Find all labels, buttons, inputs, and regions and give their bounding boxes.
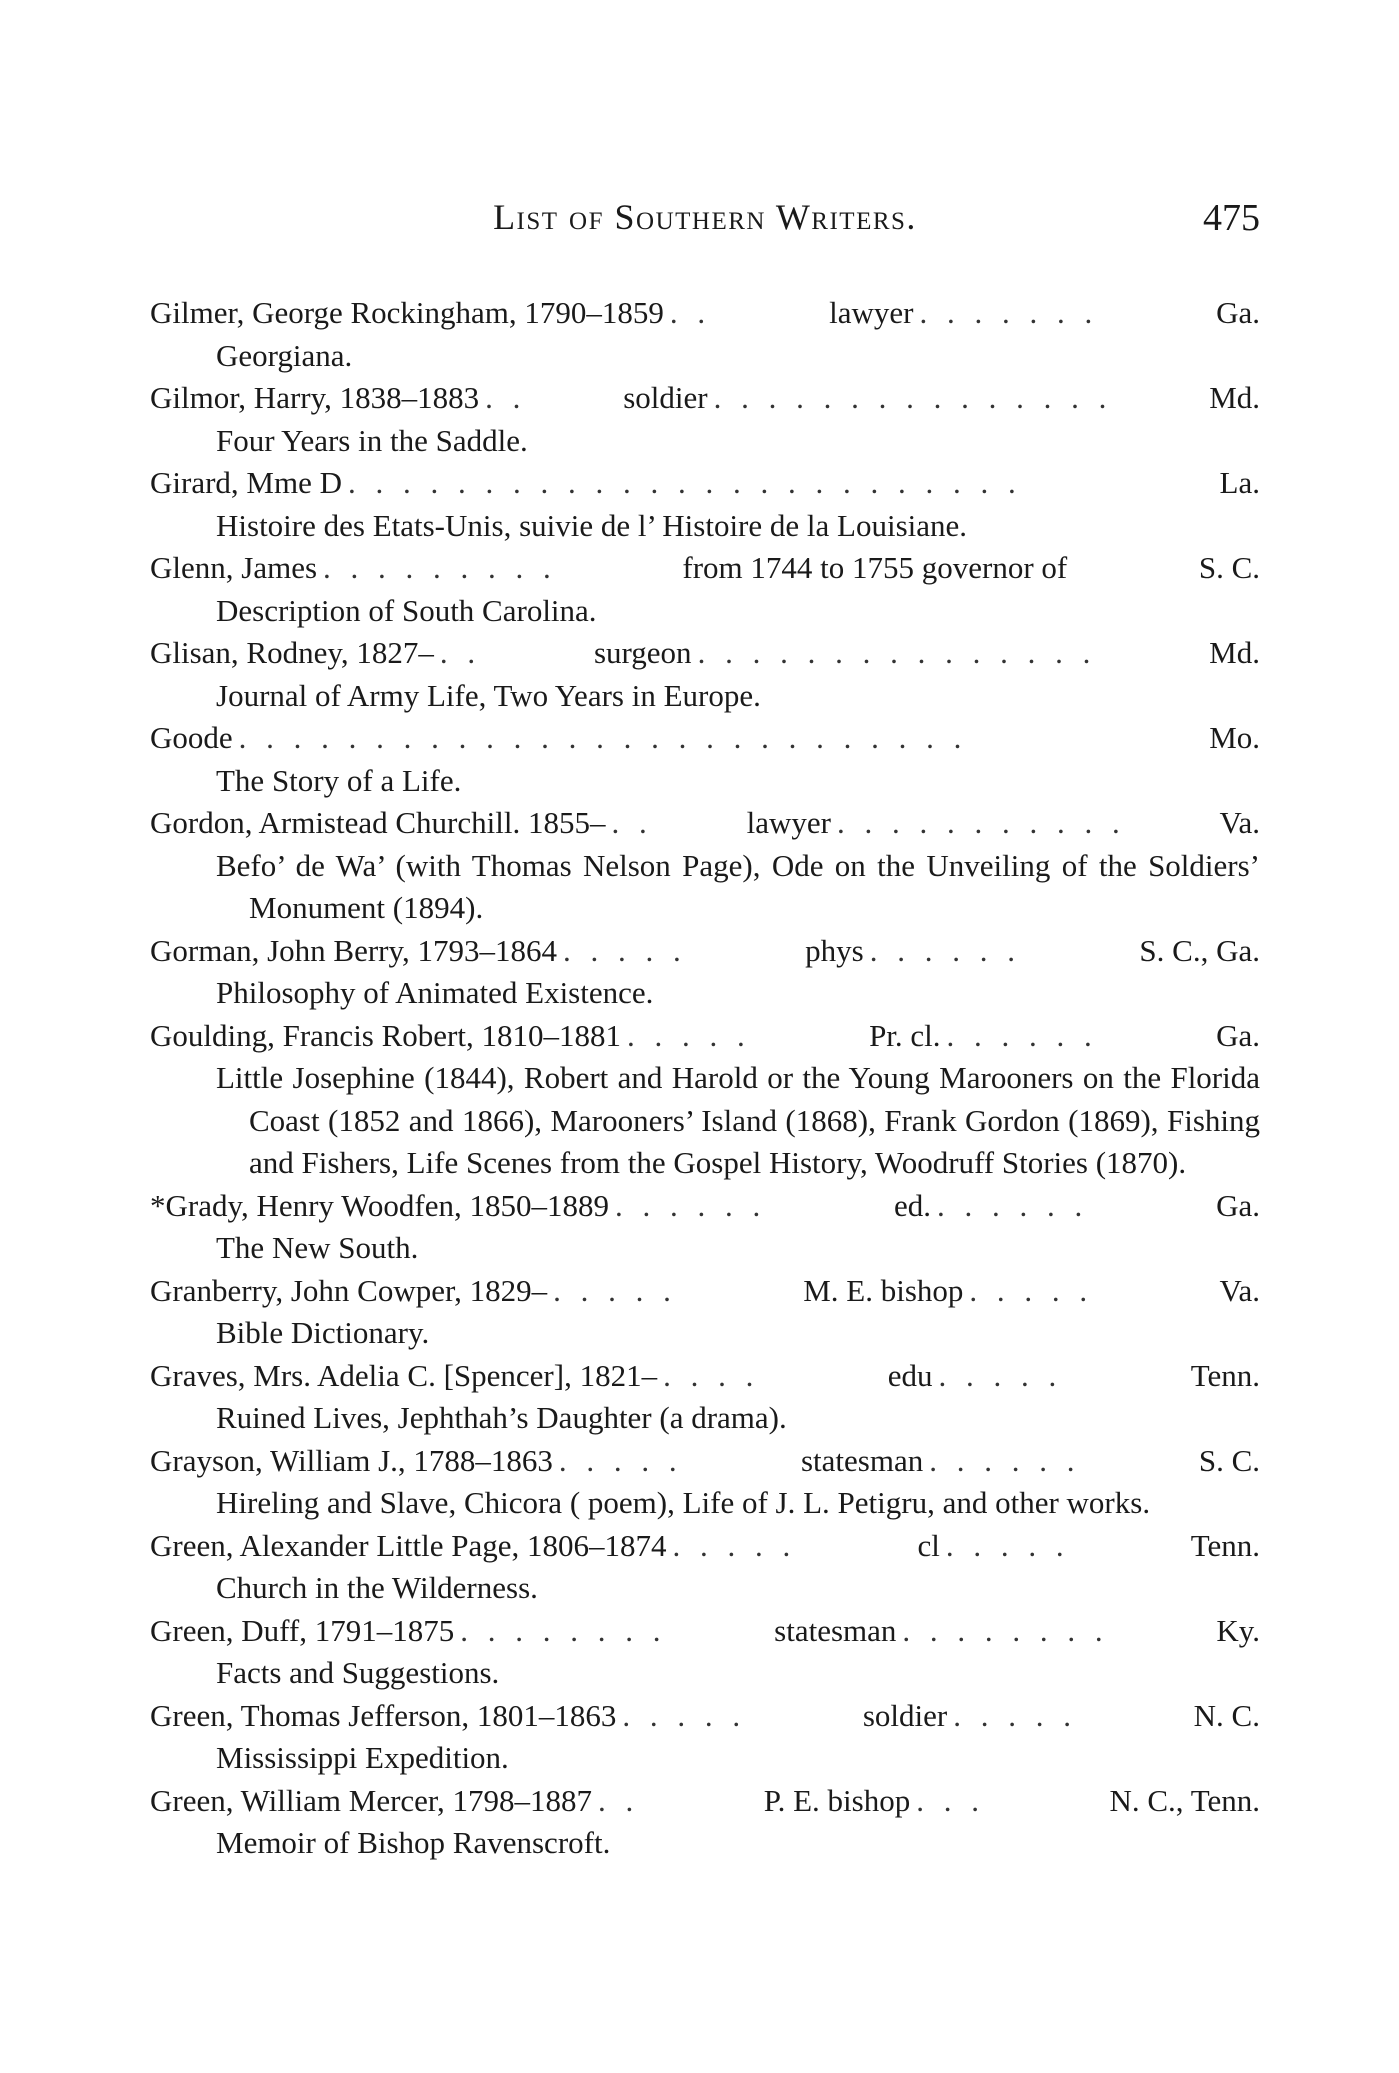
dot-leader: . . . . .: [558, 1442, 683, 1478]
dot-leader: . . . . . .: [869, 932, 1021, 968]
entry-heading: [150, 1015, 1260, 1058]
writer-works: Georgiana.: [216, 337, 353, 373]
writer-name: Glenn, James: [150, 550, 318, 585]
writer-works: Histoire des Etats-Unis, suivie de l’ Histoire de la Louisiane.: [216, 507, 968, 543]
writer-state: Md.: [1209, 635, 1260, 670]
writer-occupation: statesman: [774, 1612, 897, 1648]
writer-state: Md.: [1209, 380, 1260, 415]
list-item: [150, 1525, 1260, 1610]
list-item: [150, 377, 1260, 462]
dot-leader: . . . . . . . .: [902, 1612, 1109, 1648]
writer-works: Little Josephine (1844), Robert and Harold or the Young Marooners on the Florida Coast (1852 and 1866), Marooners’ Island (1868), Frank Gordon (1869), Fishing and Fishers, Life Scenes from the Gospel History, Woodruff Stories (1870).: [216, 1060, 1260, 1180]
writer-dates: 1791–1875: [314, 1612, 455, 1648]
writer-state: Ky.: [1216, 1612, 1260, 1648]
writer-works: Four Years in the Saddle.: [216, 422, 528, 458]
writer-state: Va.: [1219, 805, 1260, 840]
writer-name: Grayson, William J.,: [150, 1442, 414, 1478]
writer-occupation: soldier: [862, 1697, 948, 1733]
writer-occupation: lawyer: [746, 805, 831, 840]
writer-state: Tenn.: [1190, 1357, 1260, 1393]
writer-occupation: soldier: [623, 380, 708, 415]
writer-works: Mississippi Expedition.: [216, 1740, 509, 1775]
list-item: [150, 632, 1260, 717]
dot-leader: . .: [669, 295, 712, 330]
writer-dates: 1810–1881: [481, 1017, 621, 1053]
entry-heading: [150, 1355, 1260, 1398]
writer-dates: 1821–: [579, 1357, 658, 1393]
dot-leader: . . . . . .: [946, 1017, 1098, 1053]
writer-occupation: statesman: [800, 1442, 924, 1478]
writer-dates: 1798–1887: [452, 1782, 593, 1818]
dot-leader: . . . . .: [553, 1272, 677, 1308]
dot-leader: . . . . . . . . . . . . . . .: [713, 380, 1113, 415]
list-item: [150, 1610, 1260, 1695]
dot-leader: . .: [598, 1782, 640, 1818]
writer-state: Ga.: [1216, 1187, 1260, 1223]
writer-works: Befo’ de Wa’ (with Thomas Nelson Page), Ode on the Unveiling of the Soldiers’ Monument (1894).: [216, 847, 1260, 925]
writer-occupation: phys: [805, 932, 864, 968]
list-item: [150, 1355, 1260, 1440]
list-item: [150, 930, 1260, 1015]
list-item: [150, 1695, 1260, 1780]
entry-heading: [150, 1780, 1260, 1823]
writer-list: [150, 292, 1260, 1865]
dot-leader: . .: [611, 805, 653, 840]
writer-state: Ga.: [1216, 295, 1260, 330]
dot-leader: . . . . .: [672, 1527, 797, 1563]
page-number: 475: [1203, 197, 1260, 239]
writer-name: Green, Alexander Little Page,: [150, 1527, 528, 1563]
list-item: [150, 547, 1260, 632]
dot-leader: . . . . . . .: [919, 295, 1099, 330]
writer-dates: 1829–: [469, 1272, 548, 1308]
entry-heading: [150, 547, 1260, 590]
list-item: [150, 1270, 1260, 1355]
entry-heading: [150, 632, 1260, 675]
writer-occupation: ed.: [894, 1187, 932, 1223]
writer-works: Memoir of Bishop Ravenscroft.: [216, 1825, 611, 1860]
writer-name: Graves, Mrs. Adelia C. [Spencer],: [150, 1357, 580, 1393]
list-item: [150, 717, 1260, 802]
writer-name: Gordon, Armistead Churchill.: [150, 805, 528, 840]
writer-occupation: M. E. bishop: [803, 1272, 964, 1308]
writer-occupation: P. E. bishop: [763, 1782, 911, 1818]
writer-state: La.: [1219, 465, 1260, 500]
dot-leader: . . . . . . . . . . . . . . . . . . . . . . . . .: [347, 465, 1022, 500]
writer-state: N. C.: [1193, 1697, 1260, 1733]
writer-name: Goulding, Francis Robert,: [150, 1017, 482, 1053]
writer-works: Hireling and Slave, Chicora ( poem), Life of J. L. Petigru, and other works.: [216, 1485, 1151, 1520]
writer-occupation: lawyer: [829, 295, 914, 330]
entry-heading: [150, 1610, 1260, 1653]
writer-works: Ruined Lives, Jephthah’s Daughter (a drama).: [216, 1400, 787, 1435]
writer-works: The Story of a Life.: [216, 762, 462, 798]
entry-heading: [150, 377, 1260, 420]
writer-dates: 1801–1863: [476, 1697, 617, 1733]
writer-dates: 1855–: [527, 805, 606, 840]
dot-leader: . . . . . .: [929, 1442, 1081, 1478]
writer-name: Goode: [150, 720, 233, 755]
writer-dates: 1806–1874: [527, 1527, 667, 1563]
writer-name: Gilmor, Harry,: [150, 380, 340, 415]
dot-leader: . .: [485, 380, 527, 415]
writer-name: Green, Thomas Jefferson,: [150, 1697, 477, 1733]
entry-heading: [150, 462, 1260, 505]
writer-occupation: Pr. cl.: [869, 1017, 941, 1053]
entry-heading: [150, 1695, 1260, 1738]
writer-dates: 1790–1859: [524, 295, 664, 330]
writer-dates: 1793–1864: [417, 932, 557, 968]
writer-occupation: cl: [917, 1527, 940, 1563]
writer-state: Va.: [1219, 1272, 1260, 1308]
dot-leader: . .: [439, 635, 482, 670]
writer-name: Granberry, John Cowper,: [150, 1272, 470, 1308]
dot-leader: . . . . . . . .: [460, 1612, 667, 1648]
writer-state: S. C.: [1198, 1442, 1260, 1478]
writer-occupation: from 1744 to 1755 governor of: [682, 550, 1068, 585]
writer-occupation: edu: [887, 1357, 933, 1393]
writer-name: Girard, Mme D: [150, 465, 342, 500]
dot-leader: . . . .: [663, 1357, 760, 1393]
writer-works: Journal of Army Life, Two Years in Europe.: [216, 677, 761, 713]
writer-works: Philosophy of Animated Existence.: [216, 975, 654, 1010]
entry-heading: [150, 802, 1260, 845]
writer-works: The New South.: [216, 1230, 419, 1265]
writer-dates: 1838–1883: [339, 380, 480, 415]
entry-heading: [150, 1525, 1260, 1568]
dot-leader: . . .: [916, 1782, 985, 1818]
dot-leader: . . . . .: [969, 1272, 1094, 1308]
entry-heading: [150, 1270, 1260, 1313]
list-item: [150, 802, 1260, 930]
dot-leader: . . . . . . . . . . .: [836, 805, 1126, 840]
dot-leader: . . . . .: [938, 1357, 1063, 1393]
writer-state: S. C., Ga.: [1139, 932, 1260, 968]
writer-name: *Grady, Henry Woodfen,: [150, 1187, 470, 1223]
page-header: [150, 196, 1260, 256]
writer-dates: 1850–1889: [469, 1187, 609, 1223]
entry-heading: [150, 930, 1260, 973]
writer-state: N. C., Tenn.: [1109, 1782, 1260, 1818]
dot-leader: . . . . . .: [614, 1187, 767, 1223]
writer-state: Mo.: [1209, 720, 1260, 755]
entry-heading: [150, 717, 1260, 760]
writer-state: Ga.: [1216, 1017, 1260, 1053]
writer-state: S. C.: [1198, 550, 1260, 585]
writer-name: Glisan, Rodney,: [150, 635, 357, 670]
dot-leader: . . . . .: [622, 1697, 747, 1733]
list-item: [150, 1440, 1260, 1525]
writer-name: Gilmer, George Rockingham,: [150, 295, 525, 330]
writer-name: Green, William Mercer,: [150, 1782, 453, 1818]
writer-name: Green, Duff,: [150, 1612, 315, 1648]
dot-leader: . . . . . .: [937, 1187, 1089, 1223]
dot-leader: . . . . . . . . . . . . . . .: [697, 635, 1097, 670]
writer-works: Facts and Suggestions.: [216, 1655, 500, 1690]
list-item: [150, 1015, 1260, 1185]
dot-leader: . . . . .: [945, 1527, 1070, 1563]
writer-occupation: surgeon: [593, 635, 692, 670]
list-item: [150, 292, 1260, 377]
dot-leader: . . . . .: [562, 932, 687, 968]
dot-leader: . . . . . . . . .: [323, 550, 557, 585]
dot-leader: . . . . .: [627, 1017, 751, 1053]
list-item: [150, 1780, 1260, 1865]
dot-leader: . . . . .: [953, 1697, 1077, 1733]
writer-name: Gorman, John Berry,: [150, 932, 418, 968]
list-item: [150, 1185, 1260, 1270]
entry-heading: [150, 1185, 1260, 1228]
writer-works: Church in the Wilderness.: [216, 1570, 538, 1605]
list-item: [150, 462, 1260, 547]
entry-heading: [150, 1440, 1260, 1483]
writer-state: Tenn.: [1190, 1527, 1260, 1563]
dot-leader: . . . . . . . . . . . . . . . . . . . . . . . . . . .: [238, 720, 968, 755]
running-title: List of Southern Writers.: [493, 197, 917, 237]
writer-dates: 1827–: [356, 635, 434, 670]
writer-dates: 1788–1863: [413, 1442, 553, 1478]
entry-heading: [150, 292, 1260, 335]
writer-works: Description of South Carolina.: [216, 592, 597, 628]
writer-works: Bible Dictionary.: [216, 1315, 430, 1350]
